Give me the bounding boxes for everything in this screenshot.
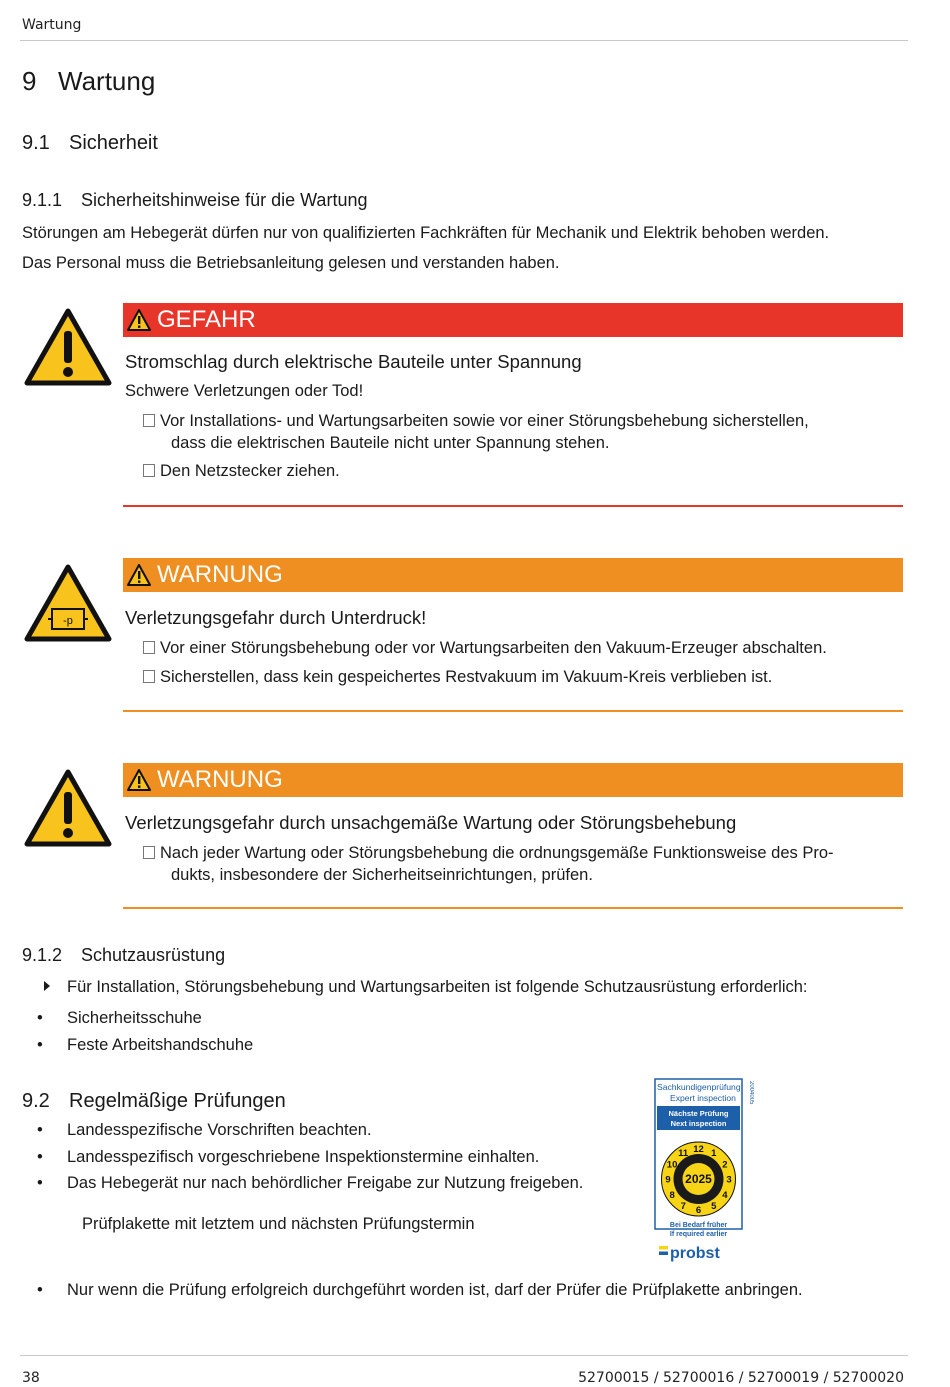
badge-line-1: Sachkundigenprüfung: [657, 1082, 741, 1092]
warning-1-step-2-text: Sicherstellen, dass kein gespeichertes Restvakuum im Vakuum-Kreis verblieben ist.: [160, 668, 773, 686]
warning-2-step-1: [143, 842, 883, 886]
danger-rule: [123, 505, 903, 507]
footer-rule: [20, 1355, 908, 1356]
warning-1-step-1-text: Vor einer Störungsbehebung oder vor Wartungsarbeiten den Vakuum-Erzeuger abschalten.: [160, 639, 827, 657]
checkbox-glyph: [143, 641, 155, 654]
exclamation-sign-icon: [24, 307, 112, 387]
badge-month-8: 8: [669, 1189, 675, 1201]
subsection-heading-hints: [22, 190, 367, 211]
warning-1-title: Verletzungsgefahr durch Unterdruck!: [125, 607, 427, 628]
badge-month-1: 1: [711, 1148, 717, 1160]
ppe-intro-text: Für Installation, Störungsbehebung und Wartungsarbeiten ist folgende Schutzausrüstung erforderlich:: [67, 978, 808, 996]
subsection-title: Sicherheitshinweise für die Wartung: [81, 190, 368, 210]
list-item: • Das Hebegerät nur nach behördlicher Freigabe zur Nutzung freigeben.: [37, 1174, 584, 1192]
list-item: • Nur wenn die Prüfung erfolgreich durchgeführt worden ist, darf der Prüfer die Prüfplakette anbringen.: [37, 1281, 803, 1299]
badge-brand: probst: [670, 1245, 720, 1262]
warning-2-label: WARNUNG: [157, 766, 283, 793]
badge-month-2: 2: [722, 1159, 728, 1171]
warning-2-rule: [123, 907, 903, 909]
danger-step-2: [143, 460, 883, 482]
subsection-heading-ppe: [22, 945, 225, 966]
vacuum-sign-icon: [24, 563, 112, 643]
list-item-text: Das Hebegerät nur nach behördlicher Freigabe zur Nutzung freigeben.: [67, 1174, 584, 1192]
warning-2-title: Verletzungsgefahr durch unsachgemäße Wartung oder Störungsbehebung: [125, 812, 737, 833]
section-number: 9.2: [22, 1090, 50, 1112]
section-heading-safety: [22, 132, 158, 155]
badge-year: 2025: [685, 1172, 712, 1186]
intro-line-2: Das Personal muss die Betriebsanleitung gelesen und verstanden haben.: [22, 254, 560, 272]
badge-line-2: Expert inspection: [670, 1093, 736, 1103]
page-number: 38: [22, 1370, 40, 1386]
warning-1-step-1: [143, 637, 883, 659]
danger-step-1: [143, 410, 883, 454]
chapter-heading: [22, 66, 155, 97]
danger-consequence: Schwere Verletzungen oder Tod!: [125, 382, 364, 400]
badge-month-7: 7: [680, 1200, 686, 1212]
checkbox-glyph: [143, 414, 155, 427]
subsection-number: 9.1.2: [22, 945, 63, 965]
danger-step-2-text: Den Netzstecker ziehen.: [160, 462, 340, 480]
inspection-badge: [654, 1078, 754, 1262]
section-title: Sicherheit: [69, 132, 158, 154]
subsection-title: Schutzausrüstung: [81, 945, 226, 965]
warning-triangle-icon: [127, 309, 151, 331]
list-item-text: Landesspezifische Vorschriften beachten.: [67, 1121, 372, 1139]
badge-month-4: 4: [722, 1189, 728, 1201]
badge-caption: Prüfplakette mit letztem und nächsten Prüfungstermin: [82, 1215, 475, 1233]
badge-month-10: 10: [666, 1159, 678, 1171]
list-item: • Feste Arbeitshandschuhe: [37, 1036, 254, 1054]
warning-triangle-icon: [127, 769, 151, 791]
danger-step-1-line-2: dass die elektrischen Bauteile nicht unter Spannung stehen.: [171, 434, 610, 452]
warning-1-rule: [123, 710, 903, 712]
warning-2-label-bar: [123, 763, 903, 797]
badge-month-12: 12: [693, 1144, 704, 1155]
document-codes: 52700015 / 52700016 / 52700019 / 52700020: [578, 1370, 904, 1386]
badge-next-2: Next inspection: [670, 1119, 727, 1128]
intro-line-1: Störungen am Hebegerät dürfen nur von qualifizierten Fachkräften für Mechanik und Elektrik behoben werden.: [22, 224, 830, 242]
list-item: • Landesspezifisch vorgeschriebene Inspektionstermine einhalten.: [37, 1148, 540, 1166]
ppe-intro: [37, 978, 808, 997]
danger-label: GEFAHR: [157, 306, 256, 333]
section-heading-checks: [22, 1090, 286, 1113]
badge-note-2: If required earlier: [669, 1231, 728, 1238]
section-number: 9.1: [22, 132, 50, 154]
list-item-text: Landesspezifisch vorgeschriebene Inspektionstermine einhalten.: [67, 1148, 540, 1166]
exclamation-sign-icon: [24, 768, 112, 848]
badge-month-6: 6: [695, 1205, 702, 1216]
badge-next-1: Nächste Prüfung: [668, 1109, 729, 1118]
warning-triangle-icon: [127, 564, 151, 586]
danger-step-1-line-1: Vor Installations- und Wartungsarbeiten sowie vor einer Störungsbehebung sicherstellen,: [160, 412, 809, 430]
badge-month-11: 11: [678, 1148, 689, 1160]
header-rule: [20, 40, 908, 41]
list-item-text: Nur wenn die Prüfung erfolgreich durchgeführt worden ist, darf der Prüfer die Prüfplakette anbringen.: [67, 1281, 803, 1299]
chapter-number: 9: [22, 66, 37, 96]
section-title: Regelmäßige Prüfungen: [69, 1090, 286, 1112]
arrow-right-icon: [44, 981, 50, 991]
list-item-text: Sicherheitsschuhe: [67, 1009, 202, 1027]
checkbox-glyph: [143, 670, 155, 683]
danger-label-bar: [123, 303, 903, 337]
list-item-text: Feste Arbeitshandschuhe: [67, 1036, 254, 1054]
badge-note-1: Bei Bedarf früher: [669, 1222, 728, 1229]
badge-side-code: 2004005: [748, 1081, 754, 1105]
warning-2-step-1-line-1: Nach jeder Wartung oder Störungsbehebung die ordnungsgemäße Funktionsweise des Pro-: [160, 844, 834, 862]
warning-1-label: WARNUNG: [157, 561, 283, 588]
list-item: • Landesspezifische Vorschriften beachten.: [37, 1121, 372, 1139]
warning-2-step-1-line-2: dukts, insbesondere der Sicherheitseinrichtungen, prüfen.: [171, 866, 593, 884]
danger-title: Stromschlag durch elektrische Bauteile unter Spannung: [125, 351, 582, 372]
checkbox-glyph: [143, 846, 155, 859]
badge-month-3: 3: [726, 1174, 732, 1186]
warning-1-step-2: [143, 666, 883, 688]
list-item: • Sicherheitsschuhe: [37, 1009, 202, 1027]
vacuum-sign-text: -p: [63, 615, 73, 627]
badge-month-9: 9: [665, 1174, 671, 1186]
checkbox-glyph: [143, 464, 155, 477]
warning-1-label-bar: [123, 558, 903, 592]
badge-month-5: 5: [711, 1200, 717, 1212]
running-header: Wartung: [22, 17, 82, 33]
chapter-title: Wartung: [58, 66, 156, 96]
subsection-number: 9.1.1: [22, 190, 63, 210]
